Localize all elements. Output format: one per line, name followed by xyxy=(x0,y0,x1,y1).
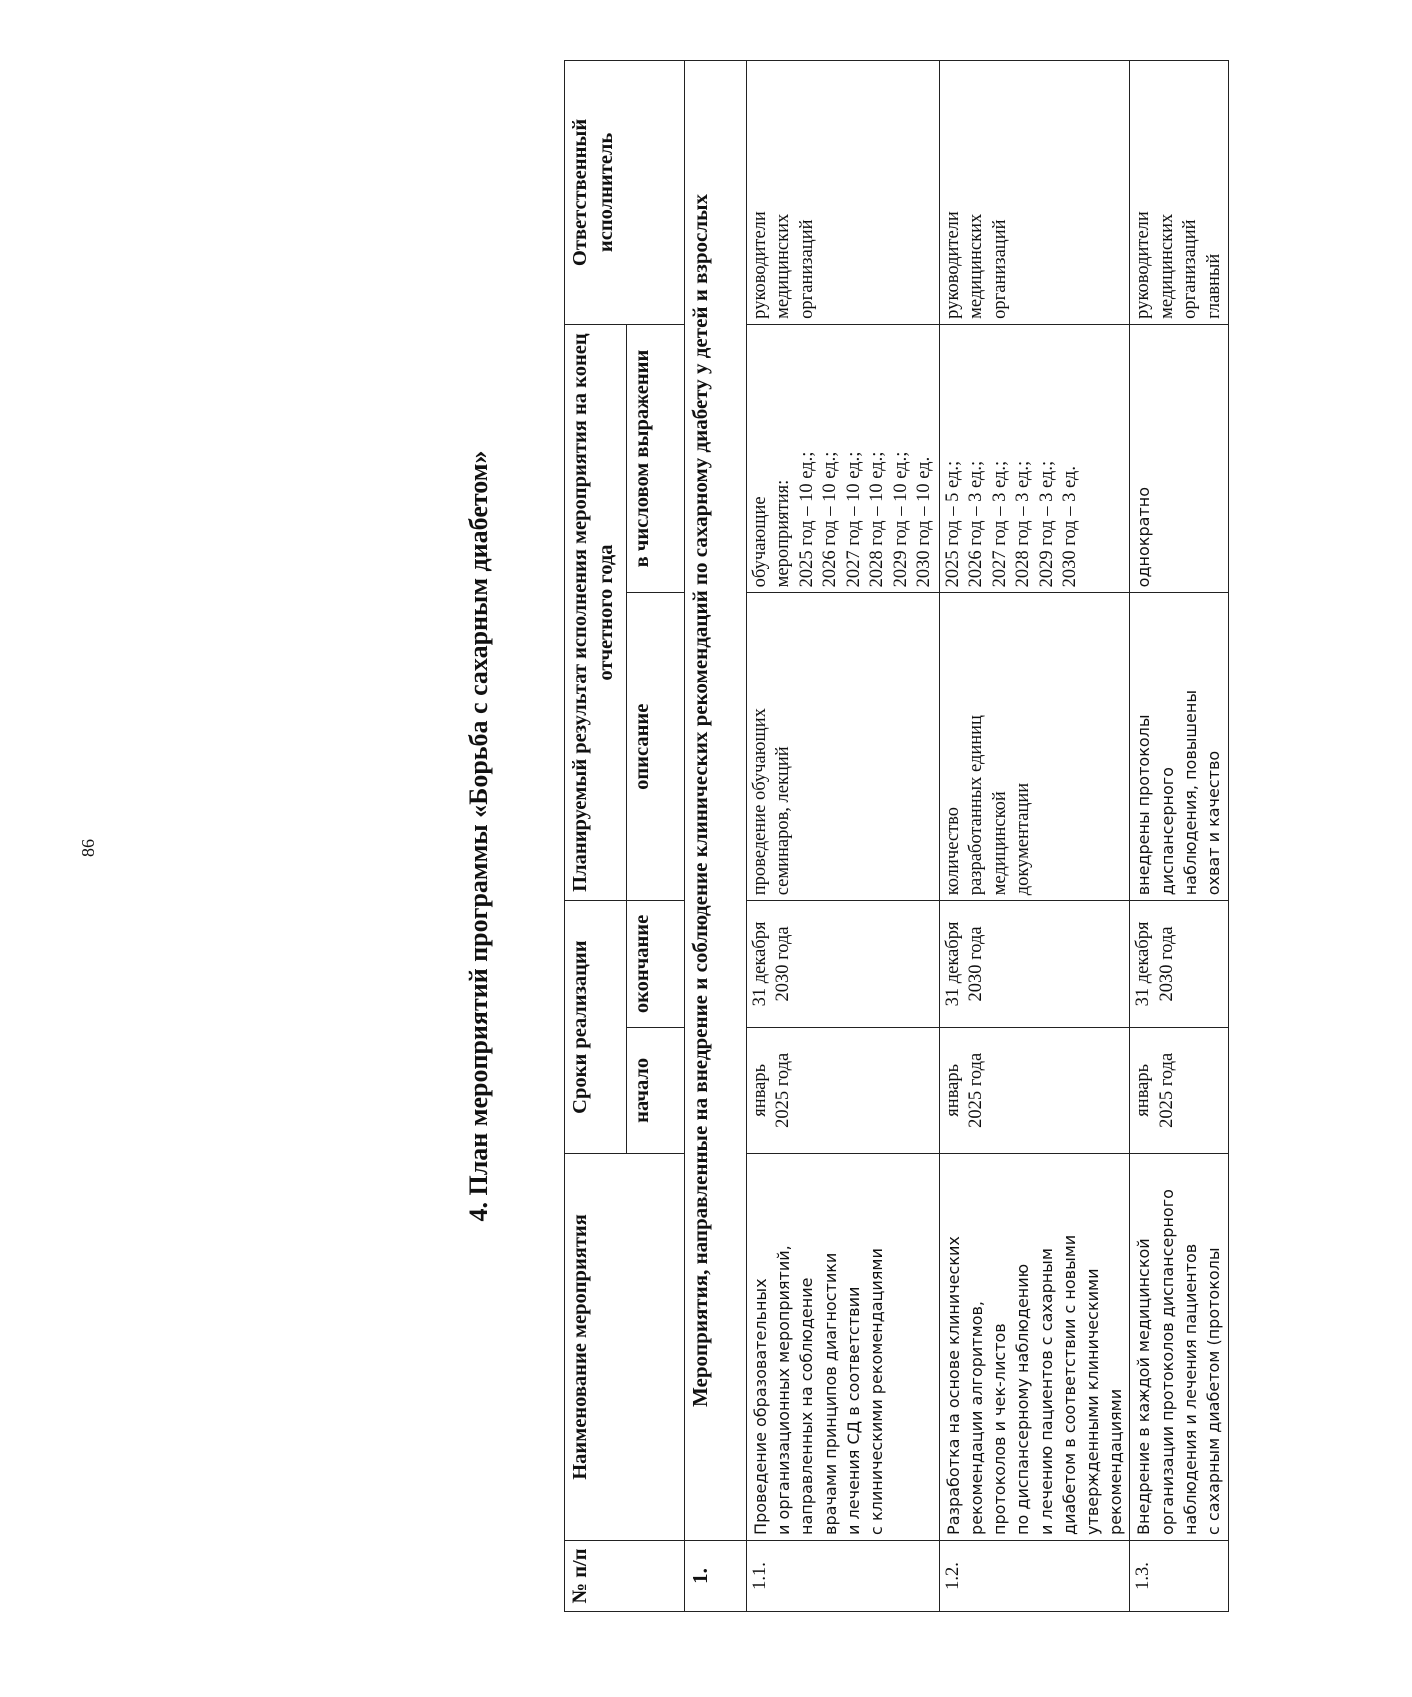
table-row xyxy=(747,61,940,1612)
document-title: 4. План мероприятий программы «Борьба с сахарным диабетом» xyxy=(464,450,493,1222)
row-responsible: руководители медицинских организаций xyxy=(939,61,1130,325)
row-responsible: руководители медицинских организаций xyxy=(747,61,940,325)
row-name: Разработка на основе клинических рекомендации алгоритмов, протоколов и чек-листов по диспансерному наблюдению и лечению пациентов с сахарным диабетом в соответствии с новыми утвержденными клиническими рекомендациями xyxy=(939,1153,1130,1540)
header-end: окончание xyxy=(627,901,685,1027)
page-number: 86 xyxy=(78,839,98,857)
section-title: Мероприятия, направленные на внедрение и соблюдение клинических рекомендаций по сахарному диабету у детей и взрослых xyxy=(685,61,747,1541)
section-row xyxy=(685,61,747,1612)
row-start: январь 2025 года xyxy=(1130,1027,1229,1153)
row-end: 31 декабря 2030 года xyxy=(939,901,1130,1027)
row-end: 31 декабря 2030 года xyxy=(1130,901,1229,1027)
row-start: январь 2025 года xyxy=(747,1027,940,1153)
row-responsible: руководители медицинских организаций главный xyxy=(1130,61,1229,325)
row-num: 1.1. xyxy=(747,1540,940,1611)
row-name: Проведение образовательных и организационных мероприятий, направленных на соблюдение врачами принципов диагностики и лечения СД в соответствии с клиническими рекомендациями xyxy=(747,1153,940,1540)
row-num: 1.2. xyxy=(939,1540,1130,1611)
table-row xyxy=(1130,61,1229,1612)
row-numeric: обучающие мероприятия: 2025 год – 10 ед.; 2026 год – 10 ед.; 2027 год – 10 ед.; 2028 год – 10 ед.; 2029 год – 10 ед.; 2030 год – 10 ед. xyxy=(747,324,940,593)
row-numeric: однократно xyxy=(1130,324,1229,593)
row-name: Внедрение в каждой медицинской организации протоколов диспансерного наблюдения и лечения пациентов с сахарным диабетом (протоколы xyxy=(1130,1153,1229,1540)
row-num: 1.3. xyxy=(1130,1540,1229,1611)
header-numeric: в числовом выражении xyxy=(627,324,685,593)
row-description: количество разработанных единиц медицинской документации xyxy=(939,593,1130,901)
rotated-page xyxy=(412,24,1412,1648)
header-planned-result: Планируемый результат исполнения мероприятия на конец отчетного года xyxy=(565,324,627,900)
row-description: внедрены протоколы диспансерного наблюдения, повышены охват и качество xyxy=(1130,593,1229,901)
header-num: № п/п xyxy=(565,1540,685,1611)
row-end: 31 декабря 2030 года xyxy=(747,901,940,1027)
action-plan-table xyxy=(564,60,1229,1612)
header-start: начало xyxy=(627,1027,685,1153)
section-num: 1. xyxy=(685,1540,747,1611)
row-numeric: 2025 год – 5 ед.; 2026 год – 3 ед.; 2027 год – 3 ед.; 2028 год – 3 ед.; 2029 год – 3 ед.; 2030 год – 3 ед. xyxy=(939,324,1130,593)
table-row xyxy=(939,61,1130,1612)
row-description: проведение обучающих семинаров, лекций xyxy=(747,593,940,901)
header-terms: Сроки реализации xyxy=(565,901,627,1154)
header-name: Наименование мероприятия xyxy=(565,1153,685,1540)
header-description: описание xyxy=(627,593,685,901)
header-responsible: Ответственный исполнитель xyxy=(565,61,685,325)
row-start: январь 2025 года xyxy=(939,1027,1130,1153)
